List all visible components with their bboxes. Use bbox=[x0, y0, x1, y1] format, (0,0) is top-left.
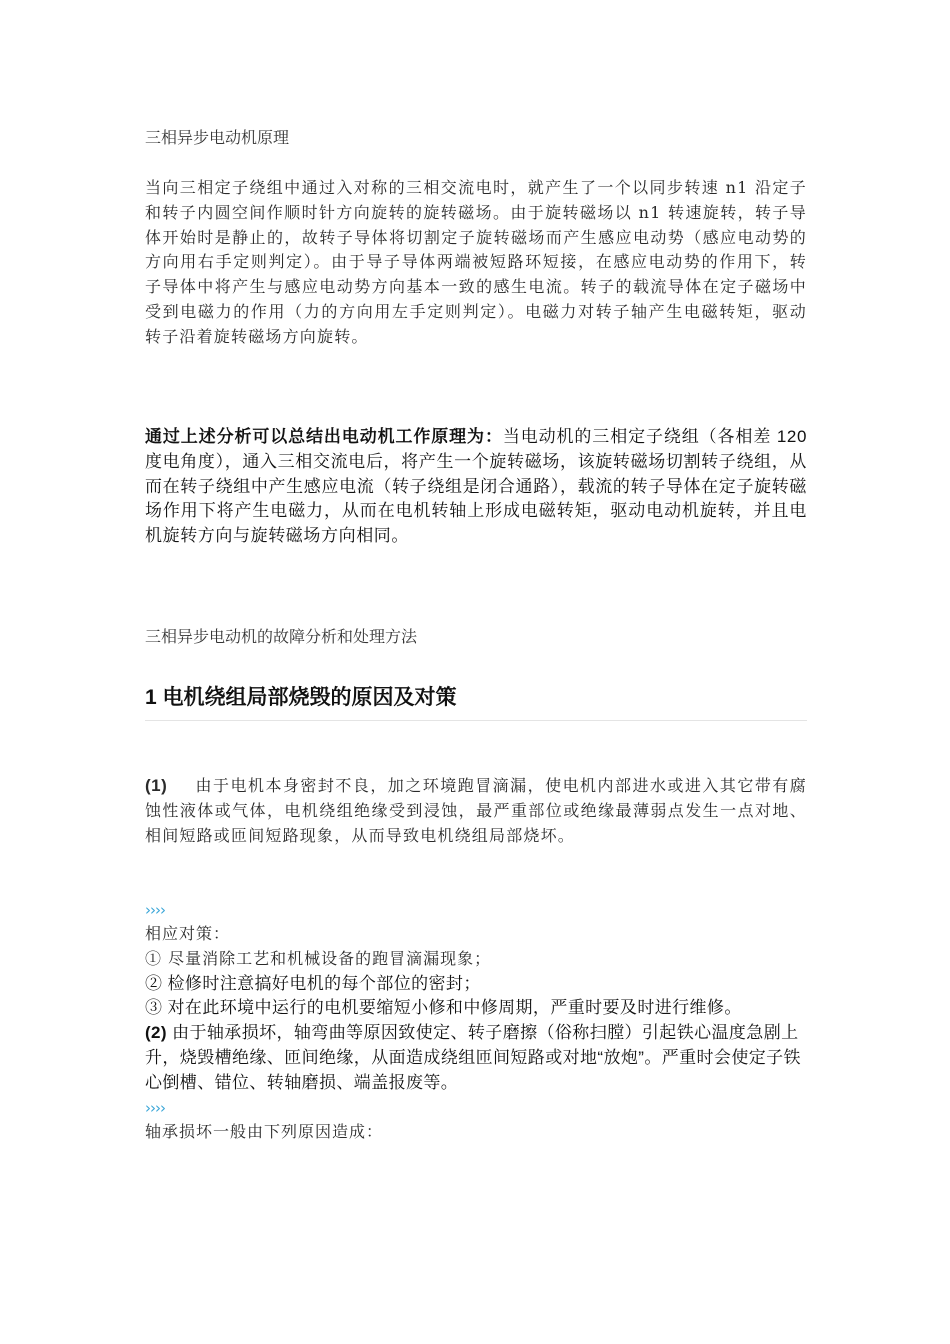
paragraph-summary bbox=[145, 425, 807, 549]
fault-item-2-text: 由于轴承损坏，轴弯曲等原因致使定、转子磨擦（俗称扫膛）引起铁心温度急剧上升，烧毁槽绝缘、匝间绝缘，从面造成绕组匝间短路或对地“放炮”。严重时会使定子铁心倒槽、错位、转轴磨损、端盖报废等。 bbox=[145, 1023, 801, 1092]
fault-item-1-text: 由于电机本身密封不良，加之环境跑冒滴漏，使电机内部进水或进入其它带有腐蚀性液体或气体，电机绕组绝缘受到浸蚀，最严重部位或绝缘最薄弱点发生一点对地、相间短路或匝间短路现象，从而导致电机绕组局部烧坏。 bbox=[145, 776, 807, 845]
measure-3: ③ 对在此环境中运行的电机要缩短小修和中修周期，严重时要及时进行维修。 bbox=[145, 998, 742, 1018]
summary-lead: 通过上述分析可以总结出电动机工作原理为： bbox=[145, 427, 503, 446]
summary-body: 当电动机的三相定子绕组（各相差 120 度电角度），通入三相交流电后，将产生一个旋转磁场，该旋转磁场切割转子绕组，从而在转子绕组中产生感应电流（转子绕组是闭合通路），载流的转子导体在定子旋转磁场作用下将产生电磁力，从而在电机转轴上形成电磁转矩，驱动电动机旋转，并且电机旋转方向与旋转磁场方向相同。 bbox=[145, 427, 807, 546]
paragraph-principle: 当向三相定子绕组中通过入对称的三相交流电时，就产生了一个以同步转速 n1 沿定子和转子内圆空间作顺时针方向旋转的旋转磁场。由于旋转磁场以 n1 转速旋转，转子导体开始时是静止的，故转子导体将切割定子旋转磁场而产生感应电动势（感应电动势的方向用右手定则判定）。由于导子导体两端被短路环短接，在感应电动势的作用下，转子导体中将产生与感应电动势方向基本一致的感生电流。转子的载流导体在定子磁场中受到电磁力的作用（力的方向用左手定则判定）。电磁力对转子轴产生电磁转矩，驱动转子沿着旋转磁场方向旋转。 bbox=[145, 178, 807, 346]
chevrons-icon-2: ›››› bbox=[145, 1098, 165, 1117]
chevrons-icon: ›››› bbox=[145, 901, 165, 919]
bearing-causes-label: 轴承损坏一般由下列原因造成： bbox=[145, 1121, 384, 1141]
measures-label: 相应对策： bbox=[145, 924, 231, 943]
measure-1: ① 尽量消除工艺和机械设备的跑冒滴漏现象； bbox=[145, 948, 492, 968]
fault-item-1 bbox=[145, 774, 807, 848]
section-title-faults: 三相异步电动机的故障分析和处理方法 bbox=[145, 627, 418, 646]
fault-item-2-number: (2) bbox=[145, 1023, 167, 1043]
section-title-principle: 三相异步电动机原理 bbox=[145, 128, 290, 147]
measures-block bbox=[145, 922, 807, 1144]
measure-2: ② 检修时注意搞好电机的每个部位的密封； bbox=[145, 973, 481, 993]
fault-item-2 bbox=[145, 1021, 807, 1095]
heading-divider bbox=[145, 720, 807, 721]
fault-item-1-number: (1) bbox=[145, 776, 168, 795]
heading-winding-burn: 1 电机绕组局部烧毁的原因及对策 bbox=[145, 686, 457, 709]
